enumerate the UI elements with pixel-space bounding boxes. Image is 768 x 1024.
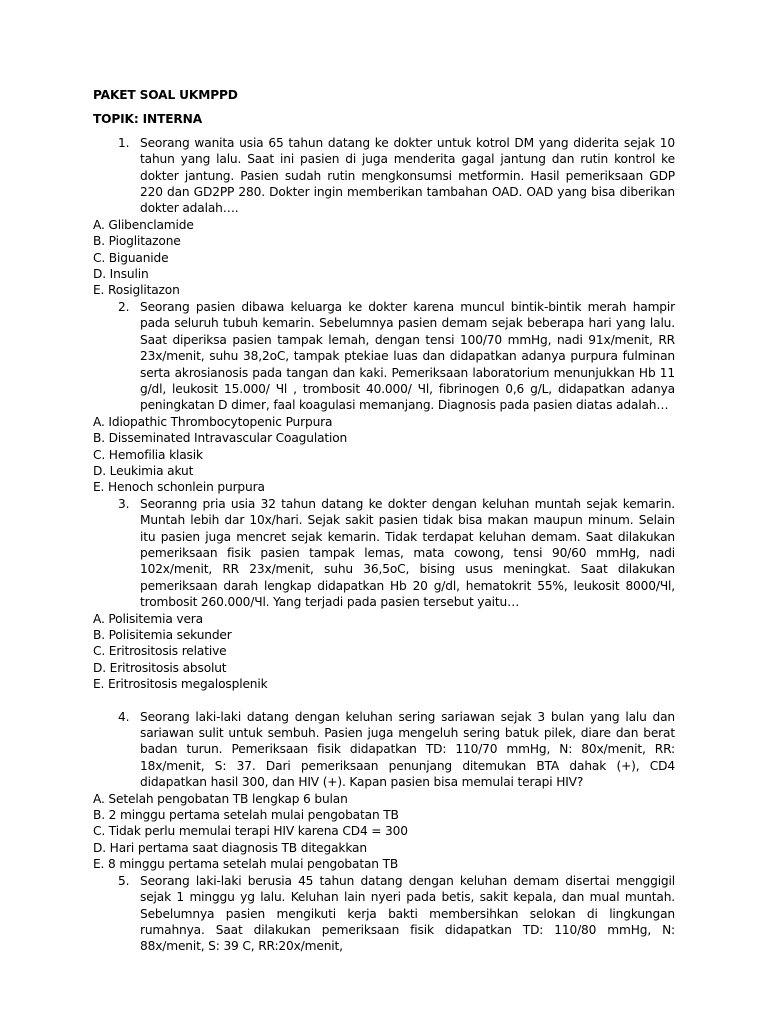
option-b: B. Pioglitazone (93, 234, 181, 249)
option-e: E. Rosiglitazon (93, 283, 180, 298)
document-title: PAKET SOAL UKMPPD (93, 88, 238, 102)
question-4 (93, 709, 675, 791)
question-number: 4. (118, 709, 130, 724)
question-text: Seorang wanita usia 65 tahun datang ke dokter untuk kotrol DM yang diderita sejak 10 tahun yang lalu. Saat ini pasien di juga menderita gagal jantung dan rutin kontrol ke dokter jantung. Pasien sudah rutin mengkonsumsi metformin. Hasil pemeriksaan GDP 220 dan GD2PP 280. Dokter ingin memberikan tambahan OAD. OAD yang bisa diberikan dokter adalah…. (140, 135, 675, 216)
question-number: 2. (118, 299, 130, 314)
question-3 (93, 496, 675, 611)
question-text: Seoranng pria usia 32 tahun datang ke dokter dengan keluhan muntah sejak kemarin. Muntah lebih dar 10x/hari. Sejak sakit pasien tidak bisa makan maupun minum. Selain itu pasien juga mencret sejak kemarin. Tidak terdapat keluhan demam. Saat dilakukan pemeriksaan fisik pasien tampak lemas, mata cowong, tensi 90/60 mmHg, nadi 102x/menit, RR 23x/menit, suhu 36,5oC, bising usus meningkat. Saat dilakukan pemeriksaan darah lengkap didapatkan Hb 20 g/dl, hematokrit 55%, leukosit 8000/Ɥl, trombosit 260.000/Ɥl. Yang terjadi pada pasien tersebut yaitu… (140, 496, 675, 610)
question-5 (93, 873, 675, 955)
option-c: C. Eritrositosis relative (93, 644, 227, 659)
question-2 (93, 299, 675, 414)
option-b: B. 2 minggu pertama setelah mulai pengobatan TB (93, 808, 399, 823)
question-number: 5. (118, 873, 130, 888)
option-a: A. Setelah pengobatan TB lengkap 6 bulan (93, 791, 348, 806)
option-e: E. Eritrositosis megalosplenik (93, 677, 268, 692)
option-c: C. Hemofilia klasik (93, 447, 203, 462)
topic-heading: TOPIK: INTERNA (93, 112, 202, 127)
option-c: C. Biguanide (93, 250, 169, 265)
document-content (93, 84, 675, 955)
option-b: B. Polisitemia sekunder (93, 628, 232, 642)
question-text: Seorang laki-laki datang dengan keluhan sering sariawan sejak 3 bulan yang lalu dan sariawan sulit untuk sembuh. Pasien juga mengeluh sering batuk pilek, diare dan berat badan turun. Pemeriksaan fisik didapatkan TD: 110/70 mmHg, N: 80x/menit, RR: 18x/menit, S: 37. Dari pemeriksaan penunjang ditemukan BTA dahak (+), CD4 didapatkan hasil 300, dan HIV (+). Kapan pasien bisa memulai terapi HIV? (140, 709, 675, 790)
option-d: D. Leukimia akut (93, 463, 194, 478)
question-1 (93, 135, 675, 217)
paragraph-gap (93, 693, 675, 709)
option-a: A. Glibenclamide (93, 217, 194, 232)
option-d: D. Hari pertama saat diagnosis TB ditegakkan (93, 840, 367, 855)
question-number: 1. (118, 135, 130, 150)
option-d: D. Eritrositosis absolut (93, 660, 227, 675)
option-e: E. 8 minggu pertama setelah mulai pengobatan TB (93, 857, 399, 872)
option-a: A. Polisitemia vera (93, 611, 203, 626)
option-c: C. Tidak perlu memulai terapi HIV karena CD4 = 300 (93, 824, 408, 839)
option-b: B. Disseminated Intravascular Coagulation (93, 431, 348, 446)
option-d: D. Insulin (93, 267, 149, 282)
question-number: 3. (118, 496, 130, 511)
option-a: A. Idiopathic Thrombocytopenic Purpura (93, 414, 333, 429)
question-text: Seorang laki-laki berusia 45 tahun datang dengan keluhan demam disertai menggigil sejak 1 minggu yg lalu. Keluhan lain nyeri pada betis, sakit kepala, dan mual muntah. Sebelumnya pasien mengikuti kerja bakti membersihkan selokan di lingkungan rumahnya. Saat dilakukan pemeriksaan fisik didapatkan TD: 110/80 mmHg, N: 88x/menit, S: 39 C, RR:20x/menit, (140, 873, 675, 954)
question-text: Seorang pasien dibawa keluarga ke dokter karena muncul bintik-bintik merah hampir pada seluruh tubuh kemarin. Sebelumnya pasien demam sejak beberapa hari yang lalu. Saat diperiksa pasien tampak lemah, dengan tensi 100/70 mmHg, nadi 91x/menit, RR 23x/menit, suhu 38,2oC, tampak ptekiae luas dan didapatkan adanya purpura fulminan serta akrosianosis pada tangan dan kaki. Pemeriksaan laboratorium menunjukkan Hb 11 g/dl, leukosit 15.000/ Ɥl , trombosit 40.000/ Ɥl, fibrinogen 0,6 g/L, didapatkan adanya peningkatan D dimer, faal koagulasi memanjang. Diagnosis pada pasien diatas adalah… (140, 299, 675, 413)
option-e: E. Henoch schonlein purpura (93, 480, 265, 495)
